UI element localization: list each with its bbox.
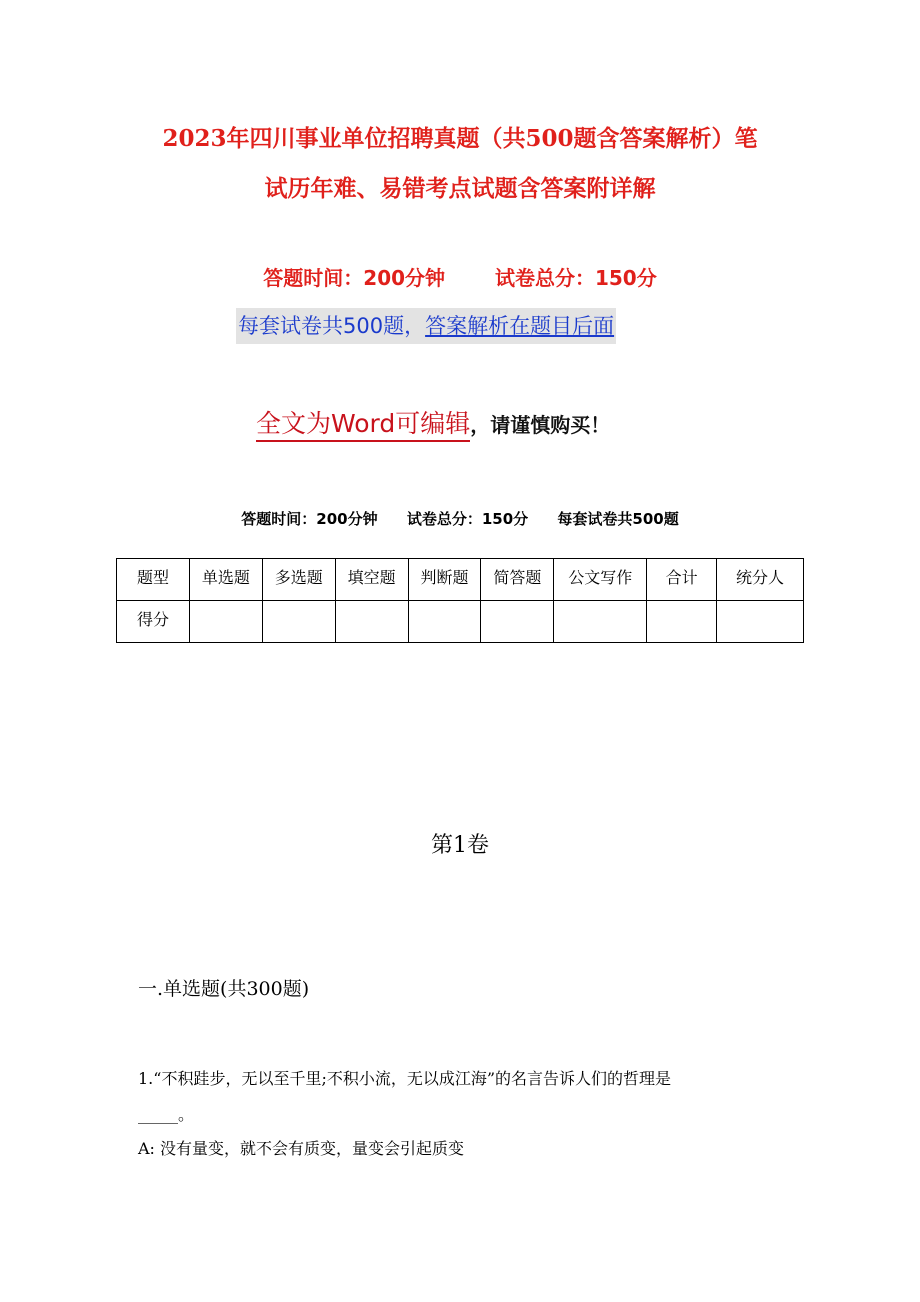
score-cell[interactable] bbox=[335, 601, 408, 643]
header-cell: 公文写作 bbox=[554, 559, 647, 601]
volume-heading: 第1卷 bbox=[431, 833, 489, 858]
summary-count: 每套试卷共500题 bbox=[557, 510, 679, 528]
header-cell: 统分人 bbox=[717, 559, 804, 601]
question-count-text: 每套试卷共500题， bbox=[238, 314, 426, 338]
time-label: 答题时间：200分钟 bbox=[263, 266, 446, 290]
score-cell[interactable] bbox=[262, 601, 335, 643]
word-editable-text: 全文为Word可编辑 bbox=[256, 409, 470, 442]
score-table-score-row bbox=[117, 601, 804, 643]
word-editable-notice bbox=[256, 404, 610, 440]
header-cell: 合计 bbox=[647, 559, 717, 601]
score-row-label: 得分 bbox=[117, 601, 190, 643]
score-table-header-row bbox=[117, 559, 804, 601]
exam-meta bbox=[0, 262, 920, 291]
question-1-text-line1: 1.“不积跬步，无以至千里;不积小流，无以成江海”的名言告诉人们的哲理是 bbox=[138, 1069, 672, 1088]
score-cell[interactable] bbox=[481, 601, 554, 643]
doc-title-line2: 试历年难、易错考点试题含答案附详解 bbox=[264, 175, 656, 202]
question-1-text-line2: _____。 bbox=[138, 1105, 195, 1124]
score-cell[interactable] bbox=[647, 601, 717, 643]
header-cell: 填空题 bbox=[335, 559, 408, 601]
purchase-warning: ，请谨慎购买！ bbox=[470, 413, 611, 437]
answer-location-text: 答案解析在题目后面 bbox=[425, 314, 615, 338]
header-cell: 简答题 bbox=[481, 559, 554, 601]
question-1-option-a[interactable]: A: 没有量变，就不会有质变，量变会引起质变 bbox=[138, 1139, 465, 1158]
header-cell: 多选题 bbox=[262, 559, 335, 601]
header-cell: 题型 bbox=[117, 559, 190, 601]
exam-summary bbox=[0, 508, 920, 529]
summary-score: 试卷总分：150分 bbox=[406, 510, 529, 528]
header-cell: 单选题 bbox=[189, 559, 262, 601]
score-label: 试卷总分：150分 bbox=[494, 266, 657, 290]
score-cell[interactable] bbox=[717, 601, 804, 643]
section-heading: 一.单选题(共300题) bbox=[138, 978, 310, 1000]
score-table bbox=[116, 558, 804, 643]
question-count-banner bbox=[236, 308, 616, 344]
score-cell[interactable] bbox=[189, 601, 262, 643]
score-cell[interactable] bbox=[554, 601, 647, 643]
score-cell[interactable] bbox=[408, 601, 481, 643]
doc-title-line1: 2023年四川事业单位招聘真题（共500题含答案解析）笔 bbox=[162, 125, 758, 152]
header-cell: 判断题 bbox=[408, 559, 481, 601]
summary-time: 答题时间：200分钟 bbox=[241, 510, 378, 528]
